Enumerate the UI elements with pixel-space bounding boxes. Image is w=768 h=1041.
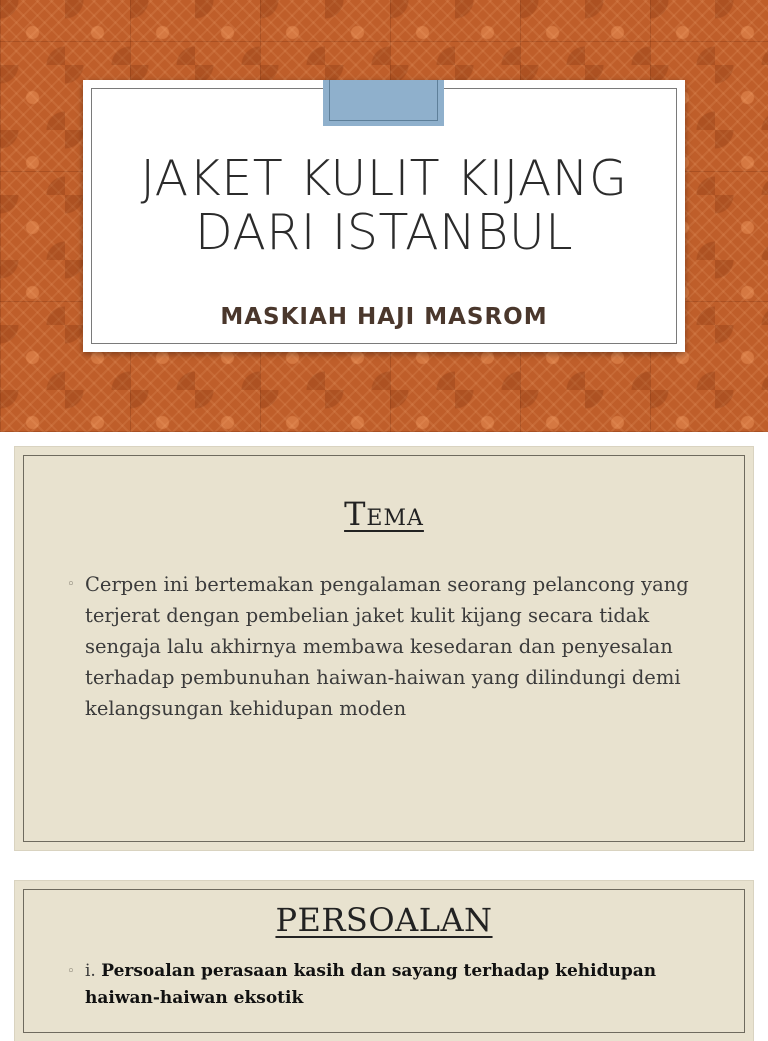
tema-text: Cerpen ini bertemakan pengalaman seorang pelancong yang terjerat dengan pembelian jaket kulit kijang secara tidak sengaja lalu akhirnya membawa kesedaran dan penyesalan terhadap pembunuhan haiwan-haiwan yang dilindungi demi kelangsungan kehidupan moden [85,573,689,720]
item-number: i. [85,961,102,981]
persoalan-heading: PERSOALAN [275,901,493,939]
tema-bullet-list [67,569,701,724]
bullet-circle-icon: ◦ [67,964,75,979]
tema-slide [15,447,753,850]
list-item [67,569,701,724]
title-slide [0,0,768,432]
author-name: MASKIAH HAJI MASROM [220,304,548,330]
list-item [67,958,713,1012]
persoalan-bullet-list [67,958,713,1012]
presentation-title [83,152,685,260]
accent-tab-outline [329,80,438,121]
title-line-2: DARI ISTANBUL [194,204,574,261]
persoalan-item-text: Persoalan perasaan kasih dan sayang terhadap kehidupan haiwan-haiwan eksotik [85,961,657,1008]
title-accent-tab [323,80,444,126]
title-line-1: JAKET KULIT KIJANG [140,150,628,207]
persoalan-slide [15,881,753,1041]
tema-heading: Tema [344,495,424,533]
title-card [83,80,685,352]
bullet-circle-icon: ◦ [67,577,75,592]
